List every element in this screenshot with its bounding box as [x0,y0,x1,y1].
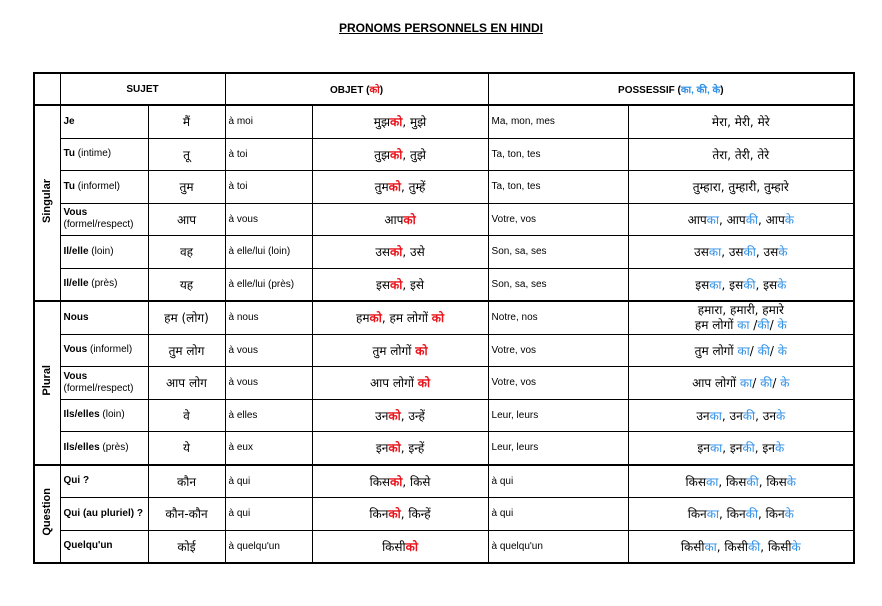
sujet-fr-bold: Tu [63,180,75,192]
possessive-marker: की [757,343,770,358]
possessive-marker: की [745,212,759,227]
hindi-text: तुम [374,180,389,195]
hindi-text: / [772,376,781,391]
sujet-fr-note: (intime) [74,148,112,160]
group-label-text: Plural [41,365,54,397]
hindi-text: , उस [755,245,779,260]
possessive-marker: की [745,507,758,522]
sujet-fr-bold: Vous [63,370,88,382]
objet-hi [312,171,488,204]
objet-fr: à moi [225,105,312,138]
possessif-hi [628,530,854,563]
possessif-hi [628,399,854,432]
sujet-fr [60,530,148,563]
header-row [34,73,854,105]
sujet-hi: यह [148,268,225,301]
objet-header: OBJET (को) [225,73,488,105]
possessif-fr: à quelqu'un [488,530,628,563]
sujet-hi: तू [148,138,225,171]
possessive-marker: की [742,441,755,456]
hindi-text: / [749,317,758,332]
possessive-marker: के [776,408,786,423]
possessive-marker: का [704,539,717,554]
sujet-fr-bold: Tu [63,148,75,160]
hindi-text: , उन [721,408,743,423]
postposition-ko: को [431,311,445,326]
hindi-text: किन [687,507,707,522]
hindi-text: , तुम्हें [400,180,426,195]
hindi-text: , उस [721,245,744,260]
possessive-marker: का [709,441,723,456]
sujet-fr-bold: Qui ? [63,475,90,487]
hindi-text: , मुझे [402,115,427,130]
possessive-marker: के [774,441,785,456]
objet-fr: à quelqu'un [225,530,312,563]
table-row [34,301,854,334]
hindi-text: , किसी [760,539,792,554]
possessive-marker: का [709,408,722,423]
hindi-text: , उन्हें [400,408,425,423]
pronoun-table [33,72,855,564]
hindi-text: हम [355,311,370,326]
page-title: PRONOMS PERSONNELS EN HINDI [338,21,544,35]
sujet-fr [60,203,148,236]
sujet-fr-bold: Qui (au pluriel) ? [63,507,143,519]
table-row [34,171,854,204]
sujet-fr [60,399,148,432]
sujet-fr [60,465,148,498]
objet-hi [312,203,488,236]
sujet-hi: तुम [148,171,225,204]
possessif-header: POSSESSIF (का, की, के) [488,73,854,105]
possessive-marker: का [708,245,722,260]
possessif-fr: à qui [488,465,628,498]
objet-fr: à nous [225,301,312,334]
possessif-fr: Votre, vos [488,334,628,367]
postposition-ko: को [390,147,403,162]
possessive-marker: के [791,539,801,554]
postposition-ko: को [388,507,401,522]
hindi-text: , किन [758,507,785,522]
postposition-ko: को [390,474,403,489]
possessive-marker: का [739,376,753,391]
possessive-marker: का [706,212,719,227]
hindi-text: मुझ [373,115,391,130]
hindi-text: उन [696,408,710,423]
table-row [34,236,854,269]
sujet-fr-bold: Ils/elles [63,409,100,421]
sujet-fr [60,105,148,138]
sujet-fr-bold: Il/elle [63,278,89,290]
table-row [34,334,854,367]
hindi-text: तुम लोगों [694,343,738,358]
hindi-text: इस [376,277,391,292]
hindi-text: उस [694,245,709,260]
possessif-fr: Son, sa, ses [488,268,628,301]
objet-hi [312,301,488,334]
objet-hi [312,105,488,138]
hindi-text: , तुझे [402,147,426,162]
objet-hi [312,367,488,400]
possessif-hi [628,432,854,465]
group-label-question [34,465,60,564]
postposition-ko: को [390,277,403,292]
hindi-text: किस [369,474,391,489]
sujet-fr [60,432,148,465]
possessive-marker: के [780,376,790,391]
hindi-text: , आप [758,212,785,227]
possessif-hi [628,268,854,301]
sujet-hi: ये [148,432,225,465]
hindi-text: तुझ [374,147,391,162]
possessive-marker: के [784,212,794,227]
sujet-hi: कौन [148,465,225,498]
possessif-hi [628,236,854,269]
hindi-text: आप [384,212,404,227]
objet-hi [312,236,488,269]
possessive-marker: की [746,474,759,489]
objet-fr: à qui [225,498,312,531]
sujet-fr-note: (loin) [88,245,114,257]
objet-hi [312,432,488,465]
hindi-text: उन [375,408,389,423]
table-row [34,203,854,236]
objet-fr: à vous [225,203,312,236]
sujet-hi: आप लोग [148,367,225,400]
postposition-ko: को [388,441,401,456]
possessive-marker: के [777,343,787,358]
objet-fr: à elle/lui (près) [225,268,312,301]
objet-hi [312,138,488,171]
group-label-plural [34,301,60,465]
possessif-hi [628,138,854,171]
sujet-header: SUJET [60,73,225,105]
postposition-ko: को [390,245,403,260]
sujet-fr [60,171,148,204]
postposition-ko: को [369,311,382,326]
postposition-ko: को [388,180,401,195]
postposition-ko: को [388,408,401,423]
possessif-hi [628,334,854,367]
objet-fr: à toi [225,171,312,204]
hindi-text: आप [687,212,707,227]
sujet-hi: मैं [148,105,225,138]
hindi-text: , इसे [402,277,425,292]
possessif-fr: Votre, vos [488,203,628,236]
possessif-fr: Leur, leurs [488,399,628,432]
sujet-fr-note: (formel/respect) [63,382,134,394]
possessive-marker: की [743,277,756,292]
possessif-fr: à qui [488,498,628,531]
sujet-fr-bold: Nous [63,311,89,323]
hindi-text: तुम्हारा, तुम्हारी, तुम्हारे [692,180,789,195]
hindi-text: / [769,343,778,358]
sujet-fr [60,367,148,400]
sujet-fr-note: (loin) [99,409,125,421]
objet-fr: à elles [225,399,312,432]
hindi-text: , इन [722,441,743,456]
sujet-fr-bold: Vous [63,344,88,356]
possessif-fr: Votre, vos [488,367,628,400]
hindi-text: , इन [754,441,775,456]
objet-hi [312,465,488,498]
possessive-marker: के [777,317,787,332]
hindi-text: , किसी [716,539,748,554]
hindi-text: , किस [758,474,787,489]
objet-hi [312,334,488,367]
objet-hi [312,530,488,563]
possessif-hi [628,301,854,334]
possessive-marker: के [784,507,794,522]
hindi-text: , किन्हें [400,507,431,522]
possessif-fr: Ta, ton, tes [488,171,628,204]
hindi-text: हमारा, हमारी, हमारे [697,302,784,317]
possessif-hi [628,367,854,400]
possessif-fr: Ma, mon, mes [488,105,628,138]
sujet-fr-bold: Je [63,115,75,127]
possessive-marker: की [747,539,761,554]
objet-hi [312,399,488,432]
group-label-text: Question [41,487,54,536]
table-row [34,465,854,498]
hindi-text: , आप [719,212,746,227]
sujet-fr-bold: Vous [63,207,88,219]
objet-hi [312,268,488,301]
sujet-fr-note: (près) [88,278,118,290]
postposition-ko: को [417,376,431,391]
possessif-fr: Son, sa, ses [488,236,628,269]
sujet-fr [60,301,148,334]
hindi-text: , किन [719,507,746,522]
hindi-text: / [769,317,778,332]
hindi-text: / [752,376,761,391]
sujet-hi: वह [148,236,225,269]
sujet-fr-bold: Ils/elles [63,441,100,453]
sujet-hi: वे [148,399,225,432]
hindi-text: , किस [718,474,747,489]
hindi-text: , इस [755,277,778,292]
sujet-fr-note: (informel) [87,344,133,356]
sujet-fr [60,498,148,531]
group-label-text: Singular [41,178,54,223]
sujet-hi: हम (लोग) [148,301,225,334]
sujet-fr [60,334,148,367]
table-row [34,498,854,531]
hindi-text: किस [685,474,706,489]
hindi-text: किसी [382,539,406,554]
objet-fr: à toi [225,138,312,171]
possessive-marker: के [777,277,787,292]
objet-fr: à qui [225,465,312,498]
hindi-text: , उसे [402,245,425,260]
possessive-marker: की [757,317,770,332]
hindi-text: किन [369,507,389,522]
possessif-fr: Ta, ton, tes [488,138,628,171]
possessif-fr: Notre, nos [488,301,628,334]
hindi-text: उस [375,245,391,260]
possessive-marker: की [742,408,756,423]
sujet-fr [60,236,148,269]
postposition-ko: को [405,539,418,554]
sujet-fr-bold: Quelqu'un [63,540,113,552]
sujet-fr-note: (formel/respect) [63,219,134,231]
possessif-hi [628,203,854,236]
sujet-hi: आप [148,203,225,236]
possessive-marker: का [709,277,722,292]
postposition-ko: को [390,115,403,130]
hindi-text: , इन्हें [400,441,425,456]
possessive-marker: के [786,474,797,489]
table-row [34,138,854,171]
sujet-fr-note: (près) [99,441,129,453]
hindi-text: , हम लोगों [381,311,432,326]
possessive-marker: का [737,317,750,332]
possessive-marker: की [743,245,756,260]
sujet-fr-note: (informel) [74,180,120,192]
possessive-marker: का [737,343,750,358]
table-row [34,105,854,138]
possessive-marker: की [760,376,773,391]
sujet-fr-bold: Il/elle [63,245,89,257]
possessive-marker: का [705,474,719,489]
corner-cell [34,73,60,105]
possessif-hi [628,171,854,204]
hindi-text: इस [695,277,710,292]
hindi-text: मेरा, मेरी, मेरे [711,115,770,130]
hindi-text: , उन [755,408,776,423]
table-row [34,399,854,432]
possessive-marker: के [778,245,788,260]
hindi-text: आप लोगों [369,376,418,391]
hindi-text: तुम लोगों [372,343,416,358]
possessive-marker: का [706,507,720,522]
table-row [34,367,854,400]
hindi-text: किसी [680,539,705,554]
possessif-hi [628,105,854,138]
hindi-text: , किसे [402,474,431,489]
hindi-text: , इस [721,277,744,292]
hindi-text: / [749,343,758,358]
objet-hi [312,498,488,531]
objet-fr: à elle/lui (loin) [225,236,312,269]
possessif-hi [628,465,854,498]
table-row [34,530,854,563]
sujet-hi: कौन-कौन [148,498,225,531]
postposition-ko: को [415,343,428,358]
postposition-ko: को [403,212,416,227]
objet-fr: à vous [225,334,312,367]
group-label-singular [34,105,60,301]
objet-fr: à vous [225,367,312,400]
sujet-fr [60,138,148,171]
hindi-text: इन [697,441,710,456]
sujet-hi: कोई [148,530,225,563]
table-row [34,432,854,465]
hindi-text: तेरा, तेरी, तेरे [712,147,770,162]
possessif-fr: Leur, leurs [488,432,628,465]
sujet-hi: तुम लोग [148,334,225,367]
hindi-text: हम लोगों [694,317,738,332]
objet-fr: à eux [225,432,312,465]
sujet-fr [60,268,148,301]
possessif-hi [628,498,854,531]
hindi-text: आप लोगों [692,376,740,391]
table-row [34,268,854,301]
hindi-text: इन [375,441,389,456]
